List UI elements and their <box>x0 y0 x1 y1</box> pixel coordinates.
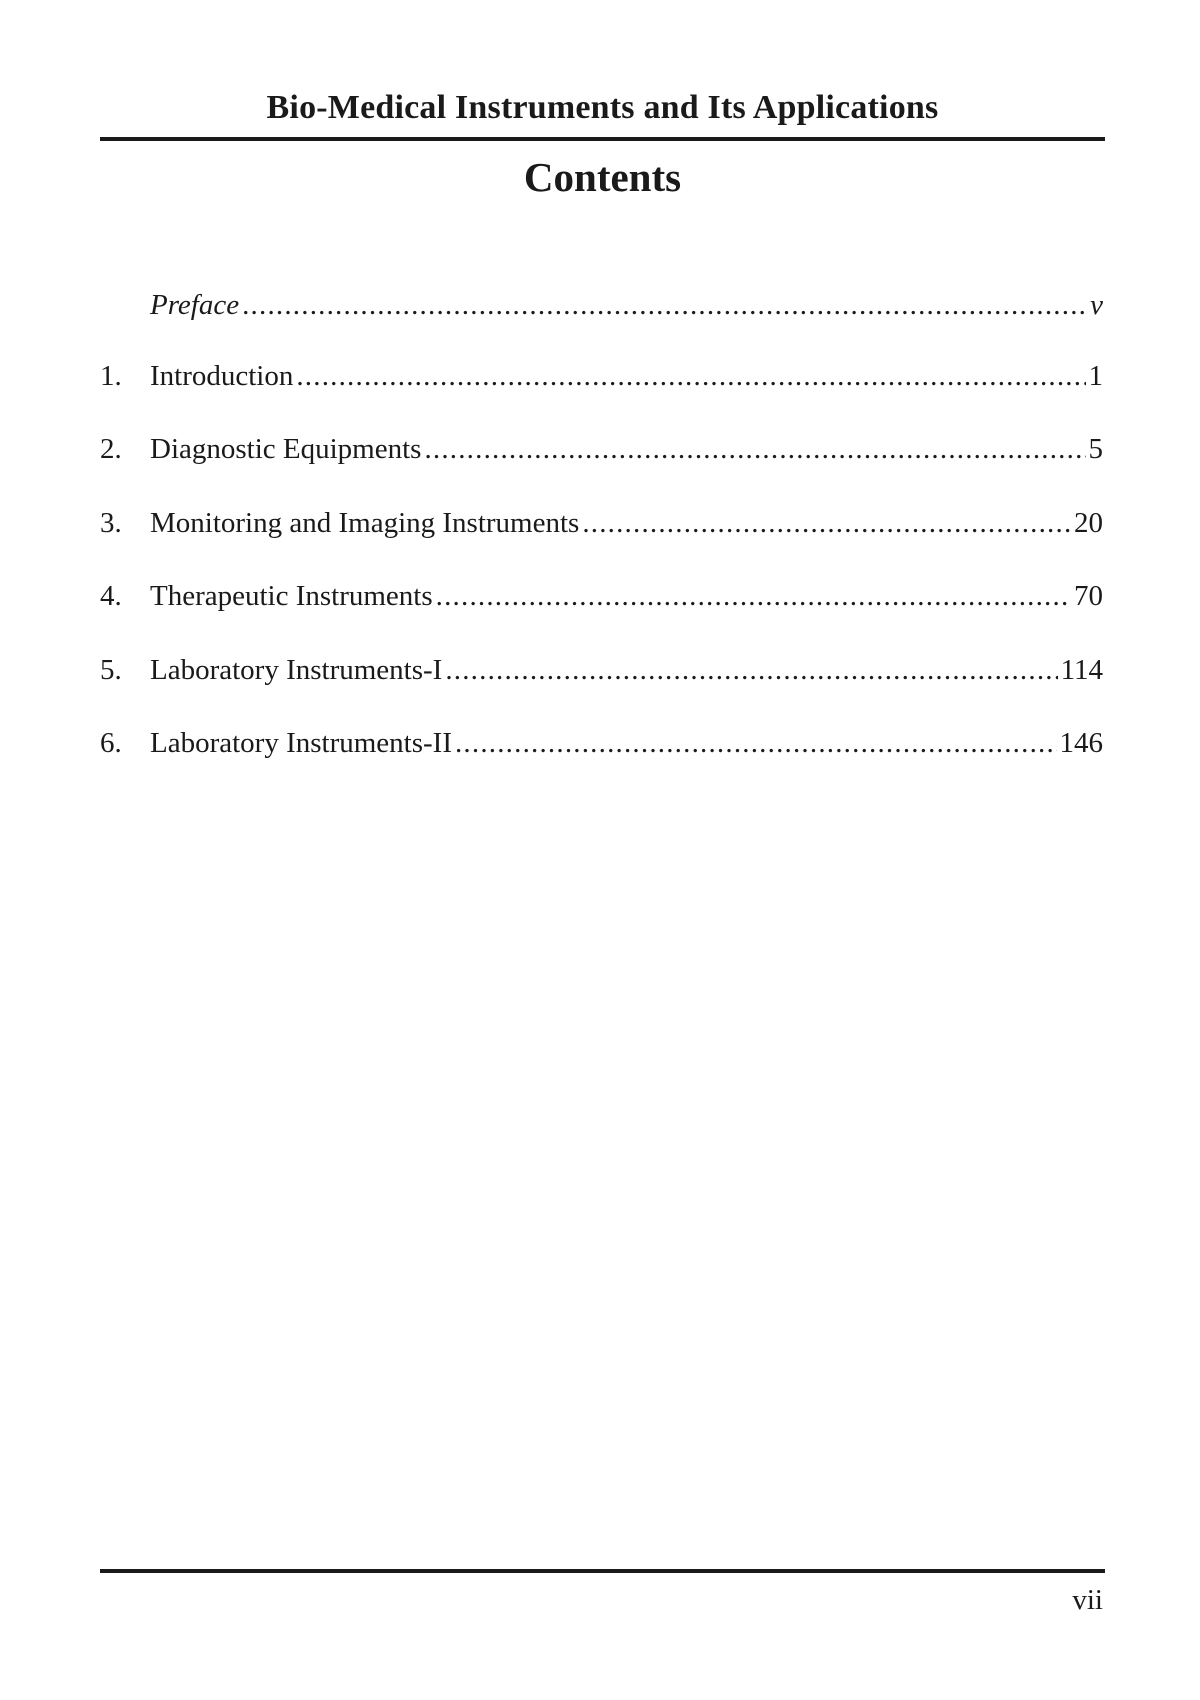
toc-dot-leader <box>242 285 1087 325</box>
toc-dot-leader <box>436 576 1071 616</box>
toc-entry-number: 4. <box>100 580 122 612</box>
toc-entry-page: 1 <box>1088 360 1103 392</box>
toc-entry-number: 2. <box>100 433 122 465</box>
toc-entry-5[interactable] <box>100 650 1103 690</box>
toc-dot-leader <box>582 503 1071 543</box>
toc-dot-leader <box>296 356 1085 396</box>
toc-entry-number: 6. <box>100 727 122 759</box>
toc-entry-page: 114 <box>1060 654 1103 686</box>
toc-entry-number: 3. <box>100 507 122 539</box>
footer-rule <box>100 1569 1105 1573</box>
toc-entry-title: Diagnostic Equipments <box>150 433 422 465</box>
toc-entry-4[interactable] <box>100 576 1103 616</box>
running-header-title: Bio-Medical Instruments and Its Applications <box>266 89 939 126</box>
toc-entry-title: Introduction <box>150 360 294 392</box>
toc-dot-leader <box>455 723 1057 763</box>
header-rule <box>100 137 1105 141</box>
toc-dot-leader <box>424 429 1085 469</box>
toc-entry-1[interactable] <box>100 356 1103 396</box>
toc-entry-title: Monitoring and Imaging Instruments <box>150 507 580 539</box>
toc-entry-page: v <box>1090 289 1103 321</box>
toc-entry-number: 5. <box>100 654 122 686</box>
toc-entry-number: 1. <box>100 360 122 392</box>
toc-entry-page: 70 <box>1074 580 1103 612</box>
toc-entry-6[interactable] <box>100 723 1103 763</box>
toc-entry-page: 5 <box>1088 433 1103 465</box>
toc-dot-leader <box>445 650 1057 690</box>
toc-entry-page: 20 <box>1074 507 1103 539</box>
toc-entry-2[interactable] <box>100 429 1103 469</box>
toc-entry-3[interactable] <box>100 503 1103 543</box>
page-title: Contents <box>523 154 682 200</box>
toc-entry-title: Laboratory Instruments-II <box>150 727 452 759</box>
page-number: vii <box>1072 1584 1103 1616</box>
toc-entry-page: 146 <box>1059 727 1103 759</box>
toc-entry-title: Laboratory Instruments-I <box>150 654 443 686</box>
toc-entry-title: Therapeutic Instruments <box>150 580 433 612</box>
toc-entry-preface[interactable] <box>100 285 1103 325</box>
toc-entry-title: Preface <box>150 289 240 321</box>
